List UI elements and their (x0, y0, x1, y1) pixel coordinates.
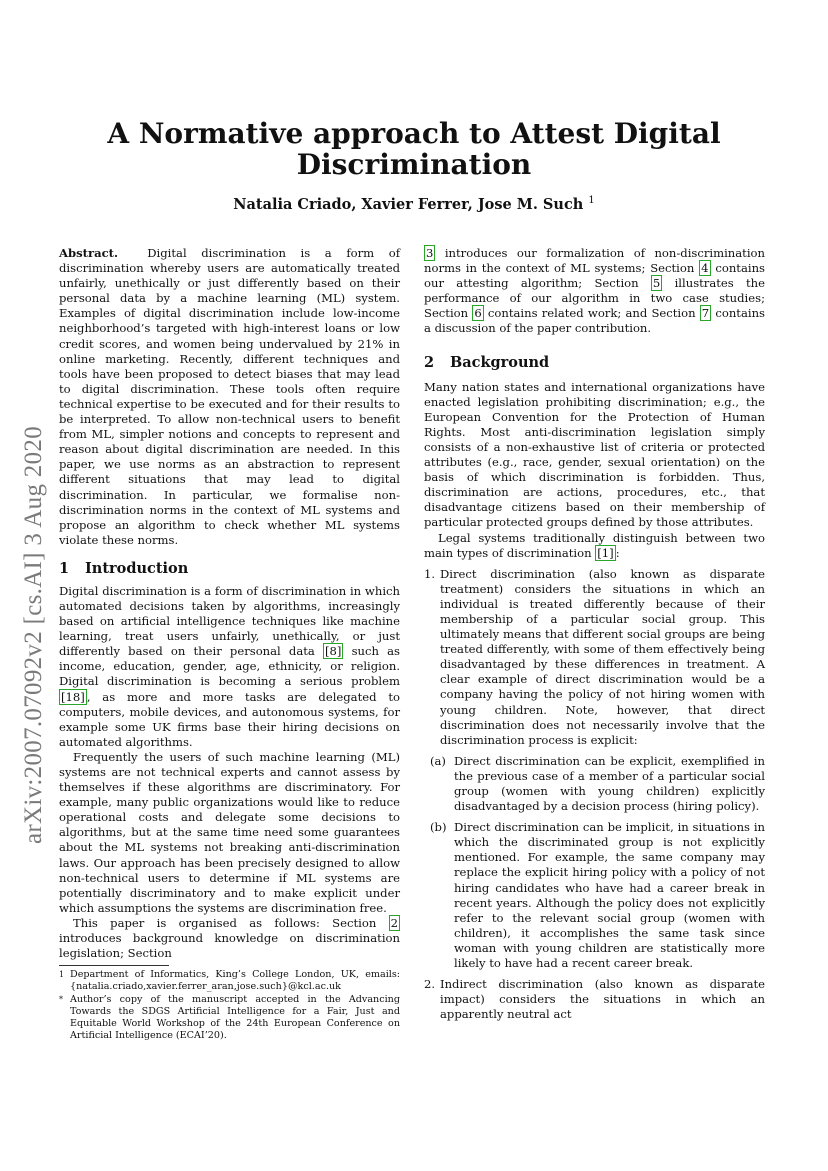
section-number: 2 (424, 353, 435, 371)
paper-organization-paragraph (424, 246, 765, 337)
intro-paragraph-3 (59, 916, 400, 961)
list-marker: (a) (430, 753, 446, 768)
abstract-label: Abstract. (59, 246, 119, 260)
intro-paragraph-1 (59, 584, 400, 750)
footnote-text: Department of Informatics, King’s College London, UK, emails: {natalia.criado,xavier.ferrer_aran,jose.such}@kcl.ac.uk (70, 969, 400, 993)
section-title: Introduction (85, 559, 189, 577)
section-link[interactable]: 2 (390, 915, 398, 930)
body-text: Legal systems traditionally distinguish between two main types of discrimination (424, 530, 765, 560)
author-list (60, 195, 768, 213)
list-item-text: Direct discrimination (also known as disparate treatment) considers the situations in which an individual is treated differently because of their membership of a particular social group. This ultimately means that different social groups are being treated differently, with some of them effectively being disadvantaged by these differences in treatment. A clear example of direct discrimination would be a company having the policy of not hiring women with young children. Note, however, that direct discrimination does not necessarily involve that the discrimination process is explicit: (440, 566, 765, 747)
footnote-mark: 1 (59, 970, 65, 980)
body-text: introduces our formalization of non-discrimination norms in the context of ML systems; Section (424, 246, 765, 276)
sub-list-item (430, 820, 765, 971)
intro-paragraph-2: Frequently the users of such machine learning (ML) systems are not technical experts and cannot assess by themselves if these algorithms are discriminatory. For example, many public organizations would like to reduce operational costs and delegate some decisions to algorithms, but at the same time need some guarantees about the ML systems not breaking anti-discrimination laws. Our approach has been precisely designed to allow non-technical users to determine if ML systems are potentially discriminatory and to make explicit under which assumptions the systems are discrimination free. (59, 749, 400, 915)
abstract-text: Digital discrimination is a form of discrimination whereby users are automatically treated unfairly, unethically or just differently based on their personal data by a machine learning (ML) system. Examples of digital discrimination include low-income neighborhood’s targeted with high-interest loans or low credit scores, and women being undervalued by 21% in online marketing. Recently, different techniques and tools have been proposed to detect biases that may lead to digital discrimination. These tools often require technical expertise to be executed and for their results to be interpreted. To allow non-technical users to benefit from ML, simpler notions and concepts to represent and reason about digital discrimination are needed. In this paper, we use norms as an abstraction to represent different situations that may lead to digital discrimination. In particular, we formalise non-discrimination norms in the context of ML systems and propose an algorithm to check whether ML systems violate these norms. (59, 246, 400, 547)
section-number: 1 (59, 559, 70, 577)
footnotes (59, 969, 400, 1042)
section-link[interactable]: 6 (474, 306, 482, 321)
abstract (59, 246, 400, 548)
right-column (424, 246, 765, 1022)
body-text: contains related work; and Section (483, 306, 700, 321)
list-item-text: Direct discrimination can be explicit, exemplified in the previous case of a member of a particular social group (women with young children) explicitly disadvantaged by a decision process (hiring policy). (454, 753, 765, 814)
author-footnote-mark: 1 (588, 195, 595, 206)
body-text: contains our attesting algorithm; Section (424, 261, 765, 291)
list-item (424, 977, 765, 1022)
footnote-mark: * (59, 994, 63, 1004)
section-link[interactable]: 3 (426, 246, 434, 260)
list-marker: 2. (424, 977, 436, 992)
citation-link[interactable]: [8] (325, 644, 342, 659)
footnote-text: Author’s copy of the manuscript accepted in the Advancing Towards the SDGS Artificial Intelligence for a Fair, Just and Equitable World Workshop of the 24th European Conference on Artificial Intelligence (ECAI’20). (70, 993, 400, 1042)
footnote-item (59, 969, 400, 993)
section-heading-background (424, 354, 765, 372)
arxiv-identifier: arXiv:2007.07092v2 [cs.AI] 3 Aug 2020 (20, 426, 47, 844)
authors-text: Natalia Criado, Xavier Ferrer, Jose M. Such (233, 195, 584, 213)
background-paragraph-1: Many nation states and international organizations have enacted legislation prohibiting discrimination; e.g., the European Convention for the Protection of Human Rights. Most anti-discrimination legislation simply consists of a non-exhaustive list of criteria or protected attributes (e.g., race, gender, sexual orientation) on the basis of which discrimination is forbidden. Thus, discrimination are actions, procedures, etc., that disadvantage citizens based on their membership of particular protected groups defined by those attributes. (424, 379, 765, 530)
list-marker: (b) (430, 820, 447, 835)
section-link[interactable]: 7 (701, 306, 710, 321)
section-heading-introduction (59, 560, 400, 578)
footnote-item (59, 994, 400, 1043)
section-link[interactable]: 5 (652, 276, 661, 291)
background-paragraph-2 (424, 531, 765, 561)
body-text: : (615, 545, 620, 560)
intro-text: introduces background knowledge on discrimination legislation; Section (59, 931, 400, 961)
footnote-divider (59, 965, 169, 966)
intro-text: This paper is organised as follows: Section (73, 915, 389, 930)
list-marker: 1. (424, 566, 436, 581)
citation-link[interactable]: [18] (61, 689, 85, 704)
citation-link[interactable]: [1] (597, 545, 614, 560)
intro-text: such as income, education, gender, age, ethnicity, or religion. Digital discrimination is becoming a serious problem (59, 644, 401, 689)
paper-title: A Normative approach to Attest Digital Discrimination (107, 117, 721, 181)
left-column (59, 246, 400, 1042)
body-text: illustrates the performance of our algorithm in two case studies; Section (424, 276, 766, 321)
body-text: contains a discussion of the paper contribution. (424, 306, 765, 336)
list-item-text: Direct discrimination can be implicit, in situations in which the discriminated group is not explicitly mentioned. For example, the same company may replace the explicit hiring policy with a policy of not hiring candidates who have had a career break in recent years. Although the policy does not explicitly refer to the relevant social group (women with children), it accomplishes the same task since woman with young children are statistically more likely to have had a recent career break. (454, 820, 765, 971)
section-title: Background (450, 353, 550, 371)
list-item-text: Indirect discrimination (also known as disparate impact) considers the situations in which an apparently neutral act (440, 977, 765, 1022)
sub-list-item (430, 754, 765, 814)
list-item (424, 567, 765, 748)
section-link[interactable]: 4 (701, 261, 709, 276)
intro-text: , as more and more tasks are delegated to computers, mobile devices, and autonomous systems, for example some UK firms base their hiring decisions on automated algorithms. (59, 689, 400, 749)
intro-text: Digital discrimination is a form of discrimination in which automated decisions taken by algorithms, increasingly based on artificial intelligence techniques like machine learning, treat users unfairly, unethically, or just differently based on their personal data (59, 583, 400, 659)
